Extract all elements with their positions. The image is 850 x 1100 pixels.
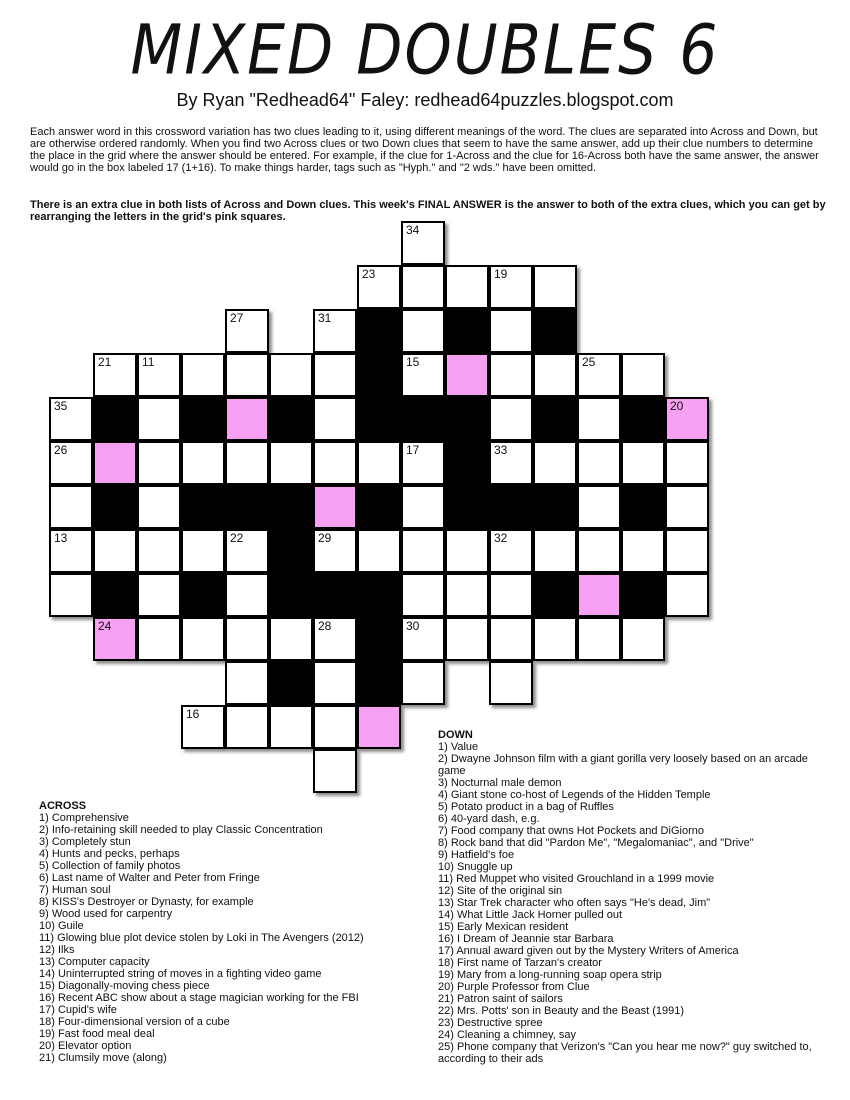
down-clue: 22) Mrs. Potts' son in Beauty and the Beast (1991) (438, 1005, 685, 1017)
grid-square[interactable] (225, 573, 269, 617)
grid-square[interactable] (225, 529, 269, 573)
clue-number: 30 (406, 619, 420, 633)
grid-square[interactable] (489, 529, 533, 573)
clue-number: 20 (670, 399, 684, 413)
grid-square[interactable] (181, 353, 225, 397)
down-clue: 18) First name of Tarzan's creator (438, 957, 602, 969)
across-clue: 19) Fast food meal deal (39, 1028, 155, 1040)
grid-square[interactable] (401, 441, 445, 485)
black-square (357, 573, 401, 617)
grid-square[interactable] (445, 573, 489, 617)
byline: By Ryan "Redhead64" Faley: redhead64puzzles.blogspot.com (176, 90, 674, 110)
clue-number: 21 (98, 355, 112, 369)
grid-square[interactable] (313, 309, 357, 353)
grid-square[interactable] (313, 397, 357, 441)
black-square (269, 529, 313, 573)
down-clue: 8) Rock band that did "Pardon Me", "Megalomaniac", and "Drive" (438, 837, 754, 849)
grid-square[interactable] (313, 705, 357, 749)
grid-square[interactable] (665, 485, 709, 529)
pink-square[interactable] (445, 353, 489, 397)
grid-square[interactable] (137, 529, 181, 573)
grid-square[interactable] (489, 265, 533, 309)
down-clue: 17) Annual award given out by the Mystery Writers of America (438, 945, 739, 957)
clue-number: 19 (494, 267, 508, 281)
black-square (533, 397, 577, 441)
clue-number: 16 (186, 707, 200, 721)
down-clue: 3) Nocturnal male demon (438, 777, 562, 789)
grid-square[interactable] (313, 617, 357, 661)
grid-square[interactable] (621, 617, 665, 661)
grid-square[interactable] (313, 441, 357, 485)
grid-square[interactable] (137, 353, 181, 397)
grid-square[interactable] (489, 353, 533, 397)
grid-square[interactable] (489, 617, 533, 661)
black-square (357, 485, 401, 529)
black-square (621, 573, 665, 617)
grid-square[interactable] (533, 441, 577, 485)
down-clue: 20) Purple Professor from Clue (438, 981, 590, 993)
grid-square[interactable] (621, 529, 665, 573)
grid-square[interactable] (269, 617, 313, 661)
grid-square[interactable] (357, 265, 401, 309)
clue-number: 25 (582, 355, 596, 369)
across-clue: 10) Guile (39, 920, 84, 932)
across-clue: 13) Computer capacity (39, 956, 150, 968)
black-square (533, 573, 577, 617)
down-clue: 9) Hatfield's foe (438, 849, 515, 861)
grid-square[interactable] (313, 661, 357, 705)
black-square (533, 485, 577, 529)
grid-square[interactable] (401, 221, 445, 265)
grid-square[interactable] (357, 529, 401, 573)
across-clue: 3) Completely stun (39, 836, 131, 848)
grid-square[interactable] (225, 661, 269, 705)
pink-square[interactable] (93, 617, 137, 661)
puzzle-title: MIXED DOUBLES 6 (130, 10, 720, 91)
grid-square[interactable] (49, 485, 93, 529)
pink-square[interactable] (357, 705, 401, 749)
clue-number: 23 (362, 267, 376, 281)
grid-square[interactable] (401, 661, 445, 705)
black-square (269, 573, 313, 617)
black-square (533, 309, 577, 353)
across-clue: 7) Human soul (39, 884, 111, 896)
clue-number: 24 (98, 619, 112, 633)
across-clue: 17) Cupid's wife (39, 1004, 117, 1016)
grid-square[interactable] (621, 353, 665, 397)
clue-number: 27 (230, 311, 244, 325)
grid-square[interactable] (621, 441, 665, 485)
grid-square[interactable] (49, 529, 93, 573)
across-clue: 18) Four-dimensional version of a cube (39, 1016, 230, 1028)
black-square (445, 485, 489, 529)
clue-number: 13 (54, 531, 68, 545)
grid-square[interactable] (181, 617, 225, 661)
black-square (181, 397, 225, 441)
grid-square[interactable] (93, 529, 137, 573)
grid-square[interactable] (181, 529, 225, 573)
grid-square[interactable] (401, 309, 445, 353)
black-square (93, 397, 137, 441)
grid-square[interactable] (269, 441, 313, 485)
down-heading: DOWN (438, 729, 473, 741)
grid-square[interactable] (665, 529, 709, 573)
clue-number: 17 (406, 443, 420, 457)
across-clue: 4) Hunts and pecks, perhaps (39, 848, 180, 860)
black-square (621, 485, 665, 529)
across-heading: ACROSS (39, 800, 87, 812)
black-square (269, 397, 313, 441)
grid-square[interactable] (49, 573, 93, 617)
across-clue: 21) Clumsily move (along) (39, 1052, 167, 1064)
pink-square[interactable] (665, 397, 709, 441)
down-clue: 21) Patron saint of sailors (438, 993, 563, 1005)
clue-number: 29 (318, 531, 332, 545)
grid-square[interactable] (489, 661, 533, 705)
grid-square[interactable] (313, 749, 357, 793)
black-square (489, 485, 533, 529)
grid-square[interactable] (577, 529, 621, 573)
clue-number: 26 (54, 443, 68, 457)
down-clues (438, 729, 818, 1065)
grid-square[interactable] (533, 265, 577, 309)
black-square (225, 485, 269, 529)
down-clue: 2) Dwayne Johnson film with a giant gorilla very loosely based on an arcade game (438, 753, 808, 777)
black-square (357, 397, 401, 441)
clue-number: 34 (406, 223, 420, 237)
black-square (621, 397, 665, 441)
grid-square[interactable] (181, 441, 225, 485)
across-clue: 15) Diagonally-moving chess piece (39, 980, 210, 992)
down-clue: 12) Site of the original sin (438, 885, 563, 897)
down-clue: 14) What Little Jack Horner pulled out (438, 909, 623, 921)
across-clue: 14) Uninterrupted string of moves in a fighting video game (39, 968, 322, 980)
grid-square[interactable] (489, 397, 533, 441)
across-clue: 16) Recent ABC show about a stage magician working for the FBI (39, 992, 359, 1004)
grid-square[interactable] (489, 573, 533, 617)
grid-square[interactable] (137, 441, 181, 485)
clue-number: 22 (230, 531, 244, 545)
grid-square[interactable] (401, 617, 445, 661)
grid-square[interactable] (665, 573, 709, 617)
grid-square[interactable] (269, 705, 313, 749)
black-square (269, 661, 313, 705)
down-clue: 19) Mary from a long-running soap opera strip (438, 969, 662, 981)
grid-square[interactable] (577, 441, 621, 485)
grid-square[interactable] (93, 353, 137, 397)
across-clue: 5) Collection of family photos (39, 860, 181, 872)
grid-square[interactable] (445, 265, 489, 309)
black-square (181, 485, 225, 529)
grid-square[interactable] (225, 705, 269, 749)
across-clue: 9) Wood used for carpentry (39, 908, 173, 920)
grid-square[interactable] (225, 309, 269, 353)
black-square (401, 397, 445, 441)
pink-square[interactable] (577, 573, 621, 617)
pink-square[interactable] (93, 441, 137, 485)
down-clue: 25) Phone company that Verizon's "Can you hear me now?" guy switched to, according to their ads (438, 1041, 812, 1065)
down-clue: 5) Potato product in a bag of Ruffles (438, 801, 614, 813)
grid-square[interactable] (181, 705, 225, 749)
grid-square[interactable] (577, 617, 621, 661)
down-clue: 4) Giant stone co-host of Legends of the Hidden Temple (438, 789, 711, 801)
grid-square[interactable] (489, 309, 533, 353)
black-square (445, 397, 489, 441)
grid-square[interactable] (49, 397, 93, 441)
grid-square[interactable] (137, 485, 181, 529)
grid-square[interactable] (401, 573, 445, 617)
across-clues (39, 800, 439, 1064)
instructions: Each answer word in this crossword variation has two clues leading to it, using different meanings of the word. The clues are separated into Across and Down, but are otherwise ordered randomly. When you find two Across clues or two Down clues that seem to have the same answer, add up their clue numbers to determine the place in the grid where the answer should be entered. For example, if the clue for 1-Across and the clue for 16-Across both have the same answer, the answer would go in the box labeled 17 (1+16). To make things harder, tags such as "Hyph." and "2 wds." have been omitted. (30, 126, 819, 174)
pink-square[interactable] (225, 397, 269, 441)
black-square (357, 309, 401, 353)
black-square (93, 573, 137, 617)
across-clue: 8) KISS's Destroyer or Dynasty, for example (39, 896, 254, 908)
pink-square[interactable] (313, 485, 357, 529)
grid-square[interactable] (533, 353, 577, 397)
grid-square[interactable] (225, 617, 269, 661)
down-clue: 1) Value (438, 741, 479, 753)
down-clue: 13) Star Trek character who often says "He's dead, Jim" (438, 897, 711, 909)
down-clue: 6) 40-yard dash, e.g. (438, 813, 540, 825)
clue-number: 32 (494, 531, 508, 545)
down-clue: 24) Cleaning a chimney, say (438, 1029, 576, 1041)
grid-square[interactable] (489, 441, 533, 485)
black-square (357, 617, 401, 661)
down-clue: 23) Destructive spree (438, 1017, 543, 1029)
clue-number: 28 (318, 619, 332, 633)
grid-square[interactable] (577, 397, 621, 441)
down-clue: 10) Snuggle up (438, 861, 513, 873)
clue-number: 31 (318, 311, 332, 325)
clue-number: 15 (406, 355, 420, 369)
grid-square[interactable] (225, 441, 269, 485)
extra-clue-note: There is an extra clue in both lists of Across and Down clues. This week's FINAL ANSWER is the answer to both of the extra clues, which you can get by rearranging the letters in the grid's pink squares. (30, 199, 826, 223)
clue-number: 33 (494, 443, 508, 457)
black-square (445, 309, 489, 353)
grid-square[interactable] (225, 353, 269, 397)
black-square (269, 485, 313, 529)
black-square (357, 661, 401, 705)
down-clue: 16) I Dream of Jeannie star Barbara (438, 933, 614, 945)
down-clue: 11) Red Muppet who visited Grouchland in a 1999 movie (438, 873, 715, 885)
grid-square[interactable] (313, 353, 357, 397)
black-square (181, 573, 225, 617)
grid-square[interactable] (665, 441, 709, 485)
grid-square[interactable] (137, 617, 181, 661)
clue-number: 35 (54, 399, 68, 413)
grid-square[interactable] (137, 397, 181, 441)
grid-square[interactable] (269, 353, 313, 397)
down-clue: 7) Food company that owns Hot Pockets and DiGiorno (438, 825, 704, 837)
grid-square[interactable] (49, 441, 93, 485)
across-clue: 2) Info-retaining skill needed to play Classic Concentration (39, 824, 323, 836)
grid-square[interactable] (401, 265, 445, 309)
across-clue: 6) Last name of Walter and Peter from Fringe (39, 872, 260, 884)
clue-number: 11 (142, 355, 155, 369)
black-square (93, 485, 137, 529)
grid-square[interactable] (401, 353, 445, 397)
grid-square[interactable] (313, 529, 357, 573)
grid-square[interactable] (445, 617, 489, 661)
down-clue: 15) Early Mexican resident (438, 921, 569, 933)
grid-square[interactable] (577, 353, 621, 397)
grid-square[interactable] (401, 529, 445, 573)
black-square (313, 573, 357, 617)
grid-square[interactable] (533, 617, 577, 661)
grid-square[interactable] (137, 573, 181, 617)
black-square (445, 441, 489, 485)
across-clue: 11) Glowing blue plot device stolen by Loki in The Avengers (2012) (39, 932, 364, 944)
across-clue: 1) Comprehensive (39, 812, 129, 824)
grid-square[interactable] (577, 485, 621, 529)
grid-square[interactable] (445, 529, 489, 573)
grid-square[interactable] (533, 529, 577, 573)
across-clue: 20) Elevator option (39, 1040, 132, 1052)
black-square (357, 353, 401, 397)
grid-square[interactable] (401, 485, 445, 529)
across-clue: 12) Ilks (39, 944, 75, 956)
grid-square[interactable] (357, 441, 401, 485)
